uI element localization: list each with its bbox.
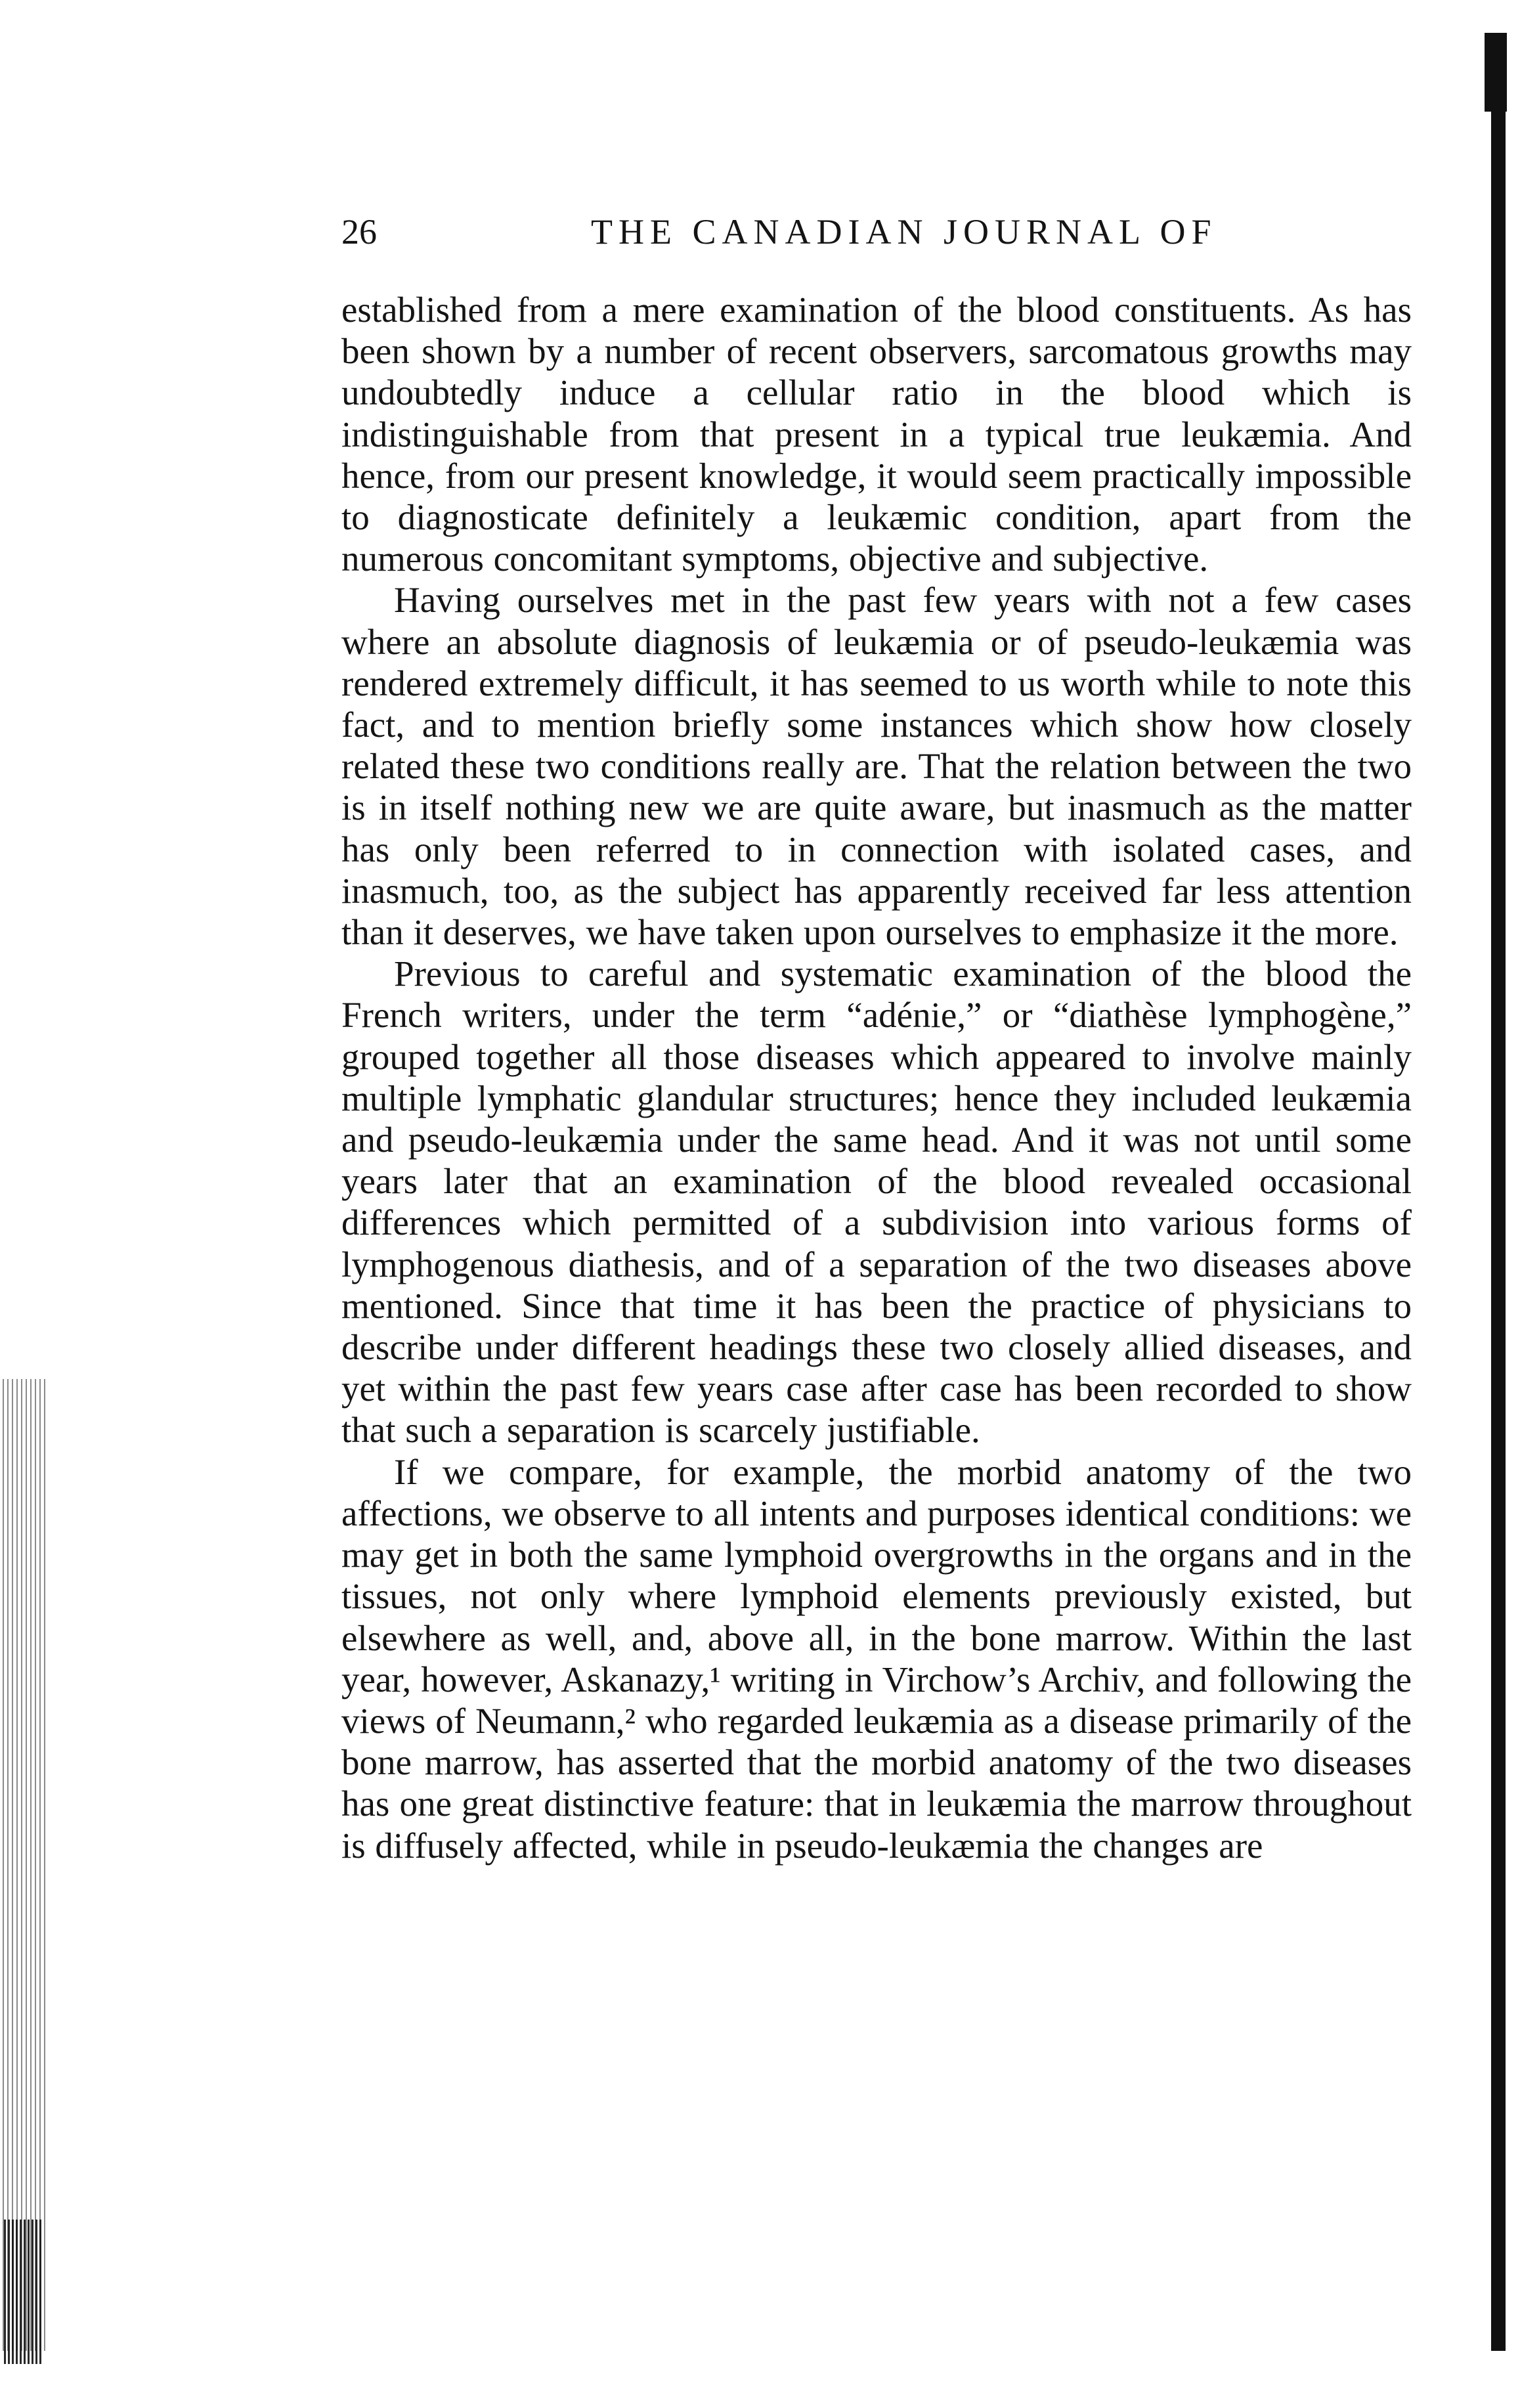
paragraph: Having ourselves met in the past few years with not a few cases where an absolute diagnosis of leukæmia or of pseudo-leukæmia was rendered extremely difficult, it has seemed to us worth while to note this fact, and to mention briefly some instances which show how closely related these two conditions really are. That the relation between the two is in itself nothing new we are quite aware, but inasmuch as the matter has only been referred to in connection with isolated cases, and inasmuch, too, as the subject has apparently received far less attention than it deserves, we have taken upon ourselves to emphasize it the more. <box>341 580 1412 953</box>
body-text <box>341 289 1412 1866</box>
scan-border-left <box>3 1379 46 2351</box>
page-number: 26 <box>341 212 377 252</box>
running-head <box>341 209 1221 255</box>
scan-border-left-dense <box>4 2220 43 2364</box>
paragraph: Previous to careful and systematic examination of the blood the French writers, under the term “adénie,” or “diathèse lymphogène,” grouped together all those diseases which appeared to involve mainly multiple lymphatic glandular structures; hence they included leukæmia and pseudo-leukæmia under the same head. And it was not until some years later that an examination of the blood revealed occasional differences which permitted of a subdivision into various forms of lymphogenous diathesis, and of a separation of the two diseases above mentioned. Since that time it has been the practice of physicians to describe under different headings these two closely allied diseases, and yet within the past few years case after case has been recorded to show that such a separation is scarcely justifiable. <box>341 953 1412 1451</box>
scan-border-right <box>1491 39 1506 2351</box>
paragraph: If we compare, for example, the morbid anatomy of the two affections, we observe to all intents and purposes identical conditions: we may get in both the same lymphoid overgrowths in the organs and in the tissues, not only where lymphoid elements previously existed, but elsewhere as well, and, above all, in the bone marrow. Within the last year, however, Askanazy,¹ writing in Virchow’s Archiv, and following the views of Neumann,² who regarded leukæmia as a disease primarily of the bone marrow, has asserted that the morbid anatomy of the two diseases has one great distinctive feature: that in leukæmia the marrow throughout is diffusely affected, while in pseudo-leukæmia the changes are <box>341 1451 1412 1866</box>
paragraph-continued: established from a mere examination of the blood constituents. As has been shown by a number of recent observers, sarcomatous growths may undoubtedly induce a cellular ratio in the blood which is indistinguishable from that present in a typical true leukæmia. And hence, from our present knowledge, it would seem practically impossible to diagnosticate definitely a leukæmic condition, apart from the numerous concomitant symptoms, objective and subjective. <box>341 290 1412 579</box>
journal-title: THE CANADIAN JOURNAL OF <box>591 212 1217 252</box>
